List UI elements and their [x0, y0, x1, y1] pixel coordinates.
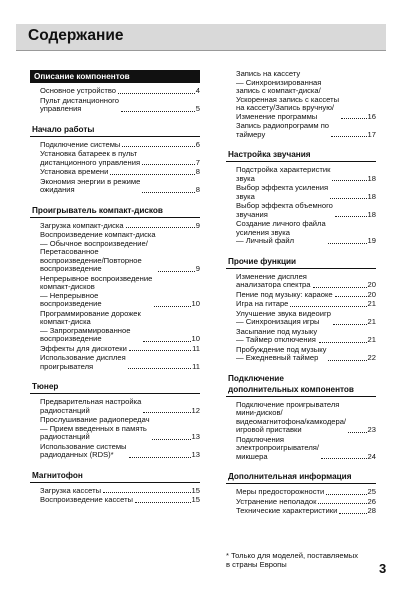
toc-section [30, 205, 200, 372]
toc-page-number: 23 [367, 425, 376, 434]
toc-page-number: 5 [195, 104, 200, 113]
toc-entry[interactable] [236, 498, 376, 507]
toc-entry[interactable] [40, 443, 200, 460]
dot-leader [121, 111, 195, 112]
toc-page-number: 8 [195, 185, 200, 194]
toc-entry[interactable] [40, 168, 200, 177]
toc-entry-text: Экономия энергии в режиме ожидания [40, 176, 141, 194]
toc-entry[interactable] [236, 220, 376, 246]
toc-entry-text: Подстройка характеристик звука [236, 165, 331, 183]
toc-entry-text: Пульт дистанционного управления [40, 95, 119, 113]
dot-leader [118, 93, 195, 94]
dot-leader [290, 306, 366, 307]
toc-entry-text: Подключение проигрывателя мини-дисков/ видеомагнитофона/камкодера/ игровой приставки [236, 399, 347, 434]
toc-entry[interactable] [40, 141, 200, 150]
dot-leader [319, 342, 366, 343]
toc-entry[interactable] [236, 401, 376, 435]
toc-page-number: 9 [195, 220, 200, 230]
toc-entry-text: Выбор эффекта объемного звучания [236, 201, 333, 219]
toc-entry-text: Установка времени [40, 167, 109, 176]
section-heading: Подключение дополнительных компонентов [226, 373, 376, 397]
dot-leader [348, 432, 367, 433]
toc-entry[interactable] [40, 345, 200, 354]
toc-section [30, 470, 200, 505]
toc-page-number: 7 [195, 157, 200, 167]
toc-entry-text: Использование дисплея проигрывателя [40, 353, 126, 371]
section-heading: Магнитофон [30, 470, 200, 483]
toc-entry[interactable] [40, 222, 200, 231]
toc-section [226, 373, 376, 462]
toc-entry[interactable] [40, 97, 200, 114]
toc-page-number: 20 [367, 280, 376, 289]
toc-entry[interactable] [40, 178, 200, 195]
toc-section [226, 471, 376, 516]
toc-section [226, 149, 376, 246]
toc-entry-text: Установка батареек в пульт дистанционного управления [40, 149, 141, 167]
dot-leader [313, 287, 367, 288]
dot-leader [129, 350, 191, 351]
dot-leader [326, 494, 366, 495]
dot-leader [335, 296, 367, 297]
dot-leader [321, 458, 367, 459]
toc-entry-text: Воспроизведение кассеты [40, 495, 134, 504]
left-column [30, 70, 200, 515]
dot-leader [126, 227, 195, 228]
toc-page-number: 18 [367, 191, 376, 201]
toc-page-number: 18 [367, 209, 376, 219]
toc-page-number: 10 [191, 299, 200, 308]
toc-page-number: 6 [195, 139, 200, 149]
toc-entry[interactable] [236, 122, 376, 139]
section-heading: Описание компонентов [30, 70, 200, 83]
toc-page-number: 13 [191, 450, 200, 459]
toc-entry[interactable] [236, 202, 376, 219]
toc-entry-text: Эффекты для дискотеки [40, 343, 127, 353]
toc-entry[interactable] [40, 150, 200, 167]
toc-entry-text: Игра на гитаре [236, 299, 289, 308]
toc-entry-text: Запись радиопрограмм по таймеру [236, 121, 330, 139]
toc-page-number: 13 [191, 432, 200, 441]
toc-entry-text: Программирование дорожек компакт-диска — Запрограммированное воспроизведение [40, 308, 141, 343]
contents-header [16, 24, 386, 51]
toc-entry-text: Загрузка компакт-диска [40, 220, 124, 230]
dot-leader [318, 503, 366, 504]
toc-entry-text: Подключения электропроигрывателя/ микшера [236, 434, 319, 461]
dot-leader [122, 146, 194, 147]
toc-entry-text: Технические характеристики [236, 506, 338, 515]
toc-page-number: 11 [192, 343, 200, 353]
toc-entry-text: Непрерывное воспроизведение компакт-дисков — Непрерывное воспроизведение [40, 273, 153, 308]
toc-page-number: 26 [367, 496, 376, 506]
toc-entry-text: Улучшение звука видеоигр — Синхронизация игры [236, 308, 331, 326]
toc-page-number: 22 [367, 353, 376, 362]
toc-entry-text: Изменение дисплея анализатора спектра [236, 271, 311, 289]
dot-leader [135, 502, 191, 503]
toc-page-number: 16 [367, 111, 376, 121]
toc-entry-text: Прослушивание радиопередач — Прием введенных в память радиостанций [40, 415, 150, 441]
toc-entry[interactable] [236, 300, 376, 309]
toc-section [30, 381, 200, 460]
toc-entry[interactable] [40, 496, 200, 505]
toc-entry[interactable] [236, 436, 376, 462]
toc-page-number: 21 [367, 335, 376, 344]
toc-page-number: 18 [367, 173, 376, 183]
section-heading: Прочие функции [226, 256, 376, 269]
toc-page-number: 9 [195, 264, 200, 273]
dot-leader [332, 180, 366, 181]
toc-page-number: 28 [367, 506, 376, 515]
dot-leader [335, 216, 367, 217]
dot-leader [152, 439, 191, 440]
toc-entry[interactable] [40, 487, 200, 496]
dot-leader [330, 198, 366, 199]
toc-entry-text: Предварительная настройка радиостанций [40, 397, 142, 415]
toc-entry[interactable] [236, 328, 376, 345]
dot-leader [331, 136, 367, 137]
toc-entry[interactable] [40, 416, 200, 442]
toc-entry[interactable] [40, 275, 200, 309]
section-heading: Проигрыватель компакт-дисков [30, 205, 200, 218]
dot-leader [110, 174, 194, 175]
toc-page-number: 21 [367, 317, 376, 326]
toc-entry-text: Меры предосторожности [236, 487, 325, 496]
toc-page-number: 8 [195, 167, 200, 176]
toc-entry-text: Запись на кассету — Синхронизированная запись с компакт-диска/ Ускоренная запись с кассеты на кассету/Запись вручную/ Изменение программы [236, 69, 340, 121]
toc-entry[interactable] [40, 354, 200, 371]
section-heading: Тюнер [30, 381, 200, 394]
dot-leader [143, 412, 190, 413]
toc-page-number: 17 [367, 129, 376, 139]
dot-leader [129, 457, 191, 458]
right-column [226, 70, 376, 526]
toc-entry[interactable] [236, 488, 376, 497]
toc-page-number: 4 [195, 86, 200, 95]
dot-leader [328, 360, 366, 361]
dot-leader [158, 271, 195, 272]
section-heading: Начало работы [30, 124, 200, 137]
toc-entry-text: Загрузка кассеты [40, 485, 102, 495]
dot-leader [154, 306, 190, 307]
toc-entry[interactable] [236, 346, 376, 363]
toc-entry-text: Использование системы радиоданных (RDS)* [40, 441, 127, 459]
dot-leader [103, 492, 191, 493]
toc-entry[interactable] [236, 273, 376, 290]
toc-entry[interactable] [236, 166, 376, 183]
toc-section [30, 70, 200, 114]
toc-entry[interactable] [236, 507, 376, 516]
toc-entry[interactable] [236, 70, 376, 121]
toc-section [226, 70, 376, 139]
toc-page-number: 11 [192, 361, 200, 371]
toc-entry[interactable] [40, 398, 200, 415]
dot-leader [142, 164, 195, 165]
footnote: * Только для моделей, поставляемых в страны Европы [226, 551, 359, 569]
toc-entry[interactable] [236, 291, 376, 300]
toc-entry[interactable] [236, 184, 376, 201]
toc-entry-text: Воспроизведение компакт-диска — Обычное воспроизведение/ Перетасованное воспроизведение/Повторное воспроизведение [40, 230, 156, 273]
toc-page-number: 15 [191, 485, 200, 495]
section-heading: Дополнительная информация [226, 471, 376, 484]
toc-entry-text: Создание личного файла усиления звука — Личный файл [236, 219, 326, 245]
toc-section [30, 124, 200, 195]
toc-entry[interactable] [236, 310, 376, 327]
toc-entry-text: Пение под музыку: караоке [236, 289, 333, 299]
dot-leader [341, 118, 366, 119]
toc-page-number: 12 [191, 405, 200, 415]
toc-entry-text: Подключение системы [40, 139, 121, 149]
toc-page-number: 21 [367, 299, 376, 308]
toc-entry-text: Основное устройство [40, 86, 117, 95]
page-title: Содержание [28, 27, 124, 44]
toc-section [226, 256, 376, 363]
dot-leader [142, 192, 194, 193]
section-heading: Настройка звучания [226, 149, 376, 162]
toc-entry[interactable] [40, 310, 200, 344]
dot-leader [328, 243, 367, 244]
toc-entry[interactable] [40, 231, 200, 274]
dot-leader [143, 341, 191, 342]
dot-leader [339, 513, 366, 514]
toc-entry-text: Засыпание под музыку — Таймер отключения [236, 326, 318, 344]
toc-page-number: 10 [191, 334, 200, 343]
toc-page-number: 24 [367, 451, 376, 461]
toc-entry-text: Выбор эффекта усиления звука [236, 183, 329, 201]
toc-entry-text: Пробуждение под музыку — Ежедневный таймер [236, 344, 327, 362]
dot-leader [128, 368, 191, 369]
toc-page-number: 15 [191, 495, 200, 504]
toc-page-number: 25 [367, 487, 376, 496]
dot-leader [333, 324, 367, 325]
toc-page-number: 20 [367, 289, 376, 299]
toc-entry[interactable] [40, 87, 200, 96]
toc-page-number: 19 [367, 236, 376, 245]
page-number: 3 [379, 561, 387, 576]
toc-entry-text: Устранение неполадок [236, 496, 317, 506]
